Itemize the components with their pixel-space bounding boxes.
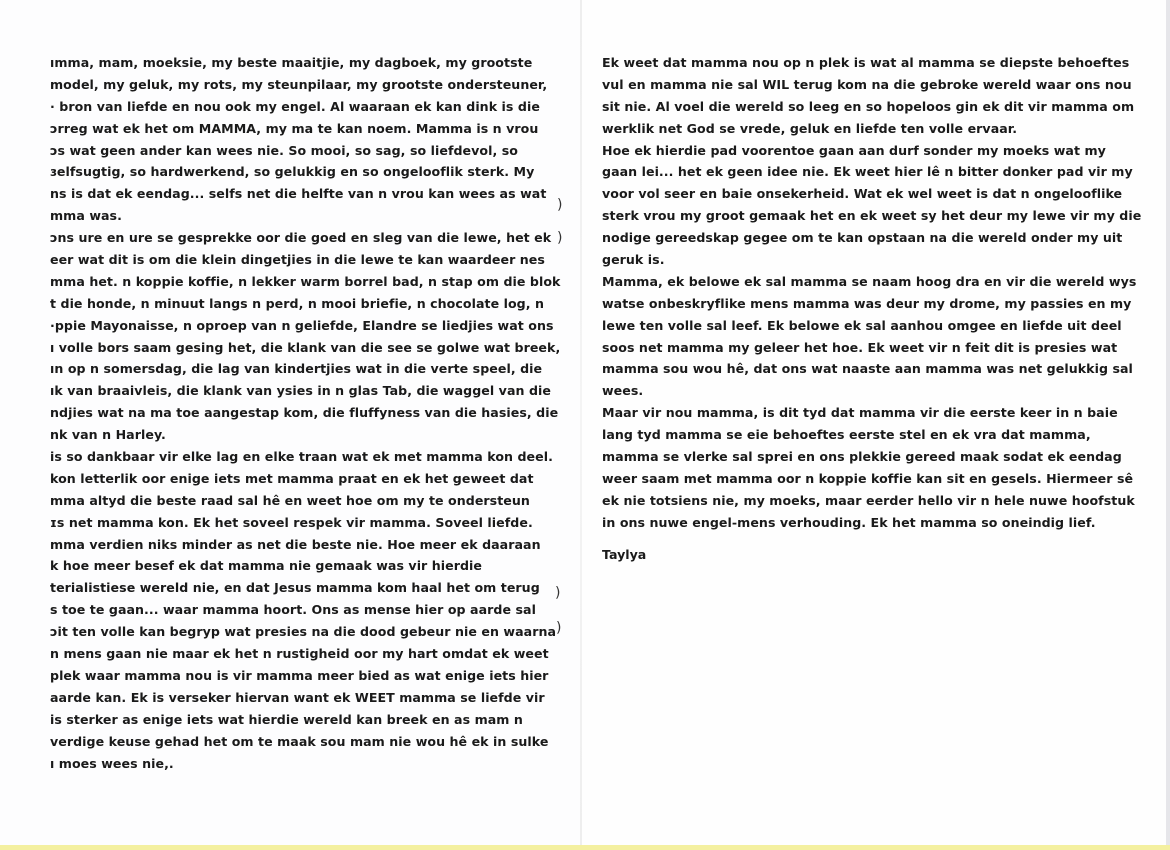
gutter-mark: ) (557, 230, 563, 246)
gutter-mark: ) (556, 620, 562, 636)
left-page-line: eer wat dit is om die klein dingetjies in die lewe te kan waardeer nes (50, 252, 545, 268)
left-page-line: k hoe meer besef ek dat mamma nie gemaak was vir hierdie (50, 558, 483, 574)
left-page-line: ɔit ten volle kan begryp wat presies na die dood gebeur nie en waarna (50, 624, 557, 640)
left-page-line: ın op n somersdag, die lag van kindertjies wat in die verte speel, die (50, 361, 543, 377)
right-page-line: wees. (602, 383, 644, 399)
right-page-line: mamma se vlerke sal sprei en ons plekkie gereed maak sodat ek eendag (602, 449, 1122, 465)
left-page-line: ımma, mam, moeksie, my beste maaitjie, my dagboek, my grootste (50, 55, 533, 70)
left-page-line: aarde kan. Ek is verseker hiervan want ek WEET mamma se liefde vir (50, 689, 545, 705)
right-page-line: in ons nuwe engel-mens verhouding. Ek het mamma so oneindig lief. (602, 514, 1096, 530)
scan-right-edge (1166, 0, 1170, 850)
left-page-line: ndjies wat na ma toe aangestap kom, die fluffyness van die hasies, die (50, 405, 559, 421)
left-page-line: ɪs net mamma kon. Ek het soveel respek vir mamma. Soveel liefde. (50, 514, 533, 530)
left-page-line: ı volle bors saam gesing het, die klank van die see se golwe wat breek, (50, 339, 561, 355)
left-page-line: is sterker as enige iets wat hierdie wereld kan breek en as mam n (50, 711, 523, 727)
gutter-mark: ) (557, 197, 563, 213)
right-page-line: mamma sou wou hê, dat ons wat naaste aan mamma was net gelukkig sal (602, 361, 1133, 377)
right-page-line: gaan lei... het ek geen idee nie. Ek weet hier lê n bitter donker pad vir my (602, 164, 1133, 180)
signature: Taylya (602, 547, 647, 562)
left-page-line: plek waar mamma nou is vir mamma meer bied as wat enige iets hier (50, 667, 549, 683)
left-page-line: ɔrreg wat ek het om MAMMA, my ma te kan noem. Mamma is n vrou (50, 120, 539, 136)
right-page-line: vul en mamma nie sal WIL terug kom na die gebroke wereld waar ons nou (602, 76, 1132, 92)
left-page-line: mma verdien niks minder as net die beste nie. Hoe meer ek daaraan (50, 536, 541, 552)
right-page-line: geruk is. (602, 252, 665, 268)
left-page-line: ı moes wees nie,. (50, 755, 174, 771)
gutter-mark: ) (555, 585, 561, 601)
right-page-line: nodige gereedskap gegee om te kan opstaan na die wereld onder my uit (602, 230, 1123, 246)
right-page-line: Hoe ek hierdie pad voorentoe gaan aan durf sonder my moeks wat my (602, 142, 1106, 158)
left-page-line: n mens gaan nie maar ek het n rustigheid oor my hart omdat ek weet (50, 646, 549, 662)
right-page-line: watse onbeskryflike mens mamma was deur my drome, my passies en my (602, 295, 1132, 311)
left-page-line: s toe te gaan... waar mamma hoort. Ons as mense hier op aarde sal (50, 602, 536, 618)
right-page-line: werklik net God se vrede, geluk en liefde ten volle ervaar. (602, 120, 1018, 136)
right-page-line: Mamma, ek belowe ek sal mamma se naam hoog dra en vir die wereld wys (602, 273, 1137, 289)
right-page-line: Maar vir nou mamma, is dit tyd dat mamma vir die eerste keer in n baie (602, 405, 1118, 421)
right-page-line: sterk vrou my groot gemaak het en ek weet sy het deur my lewe vir my die (602, 208, 1142, 224)
right-page-line: lang tyd mamma se eie behoeftes eerste stel en ek vra dat mamma, (602, 427, 1091, 443)
left-page-line: ·ppie Mayonaisse, n oproep van n geliefde, Elandre se liedjies wat ons (50, 317, 554, 333)
left-page-line: mma het. n koppie koffie, n lekker warm borrel bad, n stap om die blok (50, 273, 561, 289)
right-page-text (602, 52, 1142, 534)
left-page-line: verdige keuse gehad het om te maak sou mam nie wou hê ek in sulke (50, 733, 549, 749)
right-page-line: voor vol seer en baie onsekerheid. Wat ek wel weet is dat n ongelooflike (602, 186, 1123, 202)
right-page-line: Ek weet dat mamma nou op n plek is wat al mamma se diepste behoeftes (602, 55, 1130, 70)
page-fold (580, 0, 582, 850)
right-page-line: weer saam met mamma oor n koppie koffie kan sit en gesels. Hiermeer sê (602, 470, 1134, 486)
left-page-line: kon letterlik oor enige iets met mamma praat en ek het geweet dat (50, 470, 534, 486)
left-page-line: t die honde, n minuut langs n perd, n mooi briefie, n chocolate log, n (50, 295, 545, 311)
left-page-line: ık van braaivleis, die klank van ysies in n glas Tab, die waggel van die (50, 383, 551, 399)
left-page-line: is so dankbaar vir elke lag en elke traan wat ek met mamma kon deel. (50, 449, 553, 465)
left-page-line: ɔs wat geen ander kan wees nie. So mooi, so sag, so liefdevol, so (50, 142, 518, 158)
left-page-line: ns is dat ek eendag... selfs net die helfte van n vrou kan wees as wat (50, 186, 547, 202)
left-page-line: ɜelfsugtig, so hardwerkend, so gelukkig en so ongelooflik sterk. My (50, 164, 535, 180)
right-page-line: lewe ten volle sal leef. Ek belowe ek sal aanhou omgee en liefde uit deel (602, 317, 1122, 333)
left-page (0, 0, 582, 850)
left-page-line: mma was. (50, 208, 122, 224)
left-page-text (50, 52, 570, 774)
right-page-line: ek nie totsiens nie, my moeks, maar eerder hello vir n hele nuwe hoofstuk (602, 492, 1135, 508)
scan-bottom-edge (0, 845, 1170, 850)
left-page-line: ɔns ure en ure se gesprekke oor die goed en sleg van die lewe, het ek (50, 230, 552, 246)
right-page-line: soos net mamma my geleer het hoe. Ek weet vir n feit dit is presies wat (602, 339, 1118, 355)
left-page-line: nk van n Harley. (50, 427, 166, 443)
left-page-line: mma altyd die beste raad sal hê en weet hoe om my te ondersteun (50, 492, 530, 508)
right-page-line: sit nie. Al voel die wereld so leeg en so hopeloos gin ek dit vir mamma om (602, 98, 1135, 114)
left-page-line: · bron van liefde en nou ook my engel. Al waaraan ek kan dink is die (50, 98, 540, 114)
left-page-line: terialistiese wereld nie, en dat Jesus mamma kom haal het om terug (50, 580, 540, 596)
left-page-line: model, my geluk, my rots, my steunpilaar, my grootste ondersteuner, (50, 76, 548, 92)
